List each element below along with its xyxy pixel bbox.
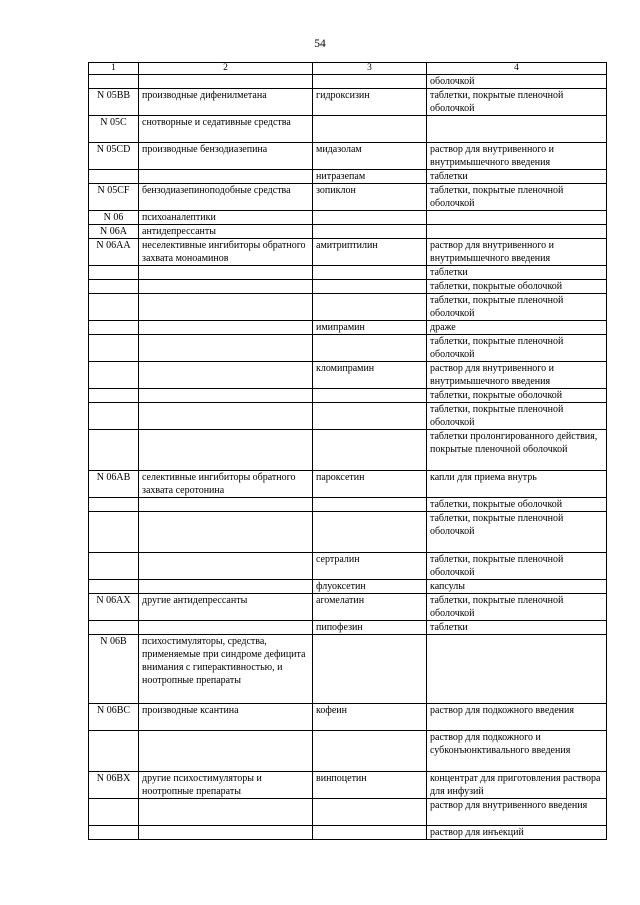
atc-code-cell: N 05CF	[89, 184, 139, 211]
drug-name-cell	[313, 75, 427, 89]
dosage-form-cell: таблетки, покрытые пленочной оболочкой	[427, 594, 607, 621]
table-row	[89, 170, 607, 184]
table-row	[89, 772, 607, 799]
group-name-cell: другие антидепрессанты	[139, 594, 313, 621]
drug-name-cell	[313, 225, 427, 239]
group-name-cell	[139, 335, 313, 362]
drug-name-cell	[313, 280, 427, 294]
drug-name-cell	[313, 498, 427, 512]
atc-code-cell	[89, 75, 139, 89]
drug-name-cell: кофеин	[313, 704, 427, 731]
drug-name-cell: зопиклон	[313, 184, 427, 211]
atc-code-cell	[89, 266, 139, 280]
drug-name-cell: мидазолам	[313, 143, 427, 170]
table-row	[89, 512, 607, 553]
drug-name-cell: нитразепам	[313, 170, 427, 184]
table-row	[89, 321, 607, 335]
drug-name-cell: агомелатин	[313, 594, 427, 621]
group-name-cell	[139, 731, 313, 772]
atc-code-cell: N 05C	[89, 116, 139, 143]
table-row	[89, 403, 607, 430]
table-row	[89, 430, 607, 471]
group-name-cell	[139, 266, 313, 280]
group-name-cell	[139, 430, 313, 471]
table-row	[89, 225, 607, 239]
table-row	[89, 266, 607, 280]
dosage-form-cell: таблетки пролонгированного действия, покрытые пленочной оболочкой	[427, 430, 607, 471]
dosage-form-cell: раствор для внутривенного и внутримышечного введения	[427, 239, 607, 266]
group-name-cell	[139, 321, 313, 335]
drug-name-cell	[313, 512, 427, 553]
atc-code-cell	[89, 362, 139, 389]
drug-name-cell	[313, 430, 427, 471]
group-name-cell	[139, 280, 313, 294]
group-name-cell	[139, 553, 313, 580]
drug-name-cell	[313, 294, 427, 321]
dosage-form-cell: таблетки, покрытые пленочной оболочкой	[427, 553, 607, 580]
group-name-cell	[139, 621, 313, 635]
table-row	[89, 143, 607, 170]
table-row	[89, 116, 607, 143]
atc-code-cell	[89, 799, 139, 826]
dosage-form-cell	[427, 225, 607, 239]
table-row	[89, 211, 607, 225]
dosage-form-cell: таблетки, покрытые пленочной оболочкой	[427, 184, 607, 211]
table-row	[89, 704, 607, 731]
dosage-form-cell: таблетки	[427, 266, 607, 280]
dosage-form-cell	[427, 211, 607, 225]
table-row	[89, 799, 607, 826]
group-name-cell	[139, 75, 313, 89]
dosage-form-cell: таблетки, покрытые пленочной оболочкой	[427, 335, 607, 362]
dosage-form-cell	[427, 635, 607, 704]
table-row	[89, 635, 607, 704]
dosage-form-cell: раствор для инъекций	[427, 826, 607, 840]
atc-code-cell	[89, 170, 139, 184]
drug-name-cell	[313, 826, 427, 840]
atc-code-cell: N 06A	[89, 225, 139, 239]
drug-name-cell	[313, 731, 427, 772]
drug-name-cell	[313, 211, 427, 225]
table-row	[89, 335, 607, 362]
drug-name-cell: имипрамин	[313, 321, 427, 335]
atc-code-cell: N 06AB	[89, 471, 139, 498]
dosage-form-cell: раствор для внутривенного и внутримышечного введения	[427, 362, 607, 389]
table-row	[89, 89, 607, 116]
group-name-cell	[139, 512, 313, 553]
table-row	[89, 389, 607, 403]
drug-name-cell	[313, 266, 427, 280]
group-name-cell: снотворные и седативные средства	[139, 116, 313, 143]
dosage-form-cell: таблетки	[427, 170, 607, 184]
atc-code-cell	[89, 553, 139, 580]
table-row	[89, 471, 607, 498]
group-name-cell	[139, 362, 313, 389]
drug-name-cell	[313, 335, 427, 362]
group-name-cell: психоаналептики	[139, 211, 313, 225]
atc-code-cell: N 06BC	[89, 704, 139, 731]
table-row	[89, 239, 607, 266]
table-row	[89, 75, 607, 89]
dosage-form-cell	[427, 116, 607, 143]
atc-code-cell: N 06AX	[89, 594, 139, 621]
medication-table	[88, 62, 607, 840]
group-name-cell	[139, 403, 313, 430]
group-name-cell: другие психостимуляторы и ноотропные препараты	[139, 772, 313, 799]
atc-code-cell: N 06B	[89, 635, 139, 704]
group-name-cell	[139, 580, 313, 594]
group-name-cell: психостимуляторы, средства, применяемые при синдроме дефицита внимания с гиперактивностью, и ноотропные препараты	[139, 635, 313, 704]
header-cell: 1	[89, 63, 139, 75]
drug-name-cell: кломипрамин	[313, 362, 427, 389]
drug-name-cell: амитриптилин	[313, 239, 427, 266]
dosage-form-cell: таблетки	[427, 621, 607, 635]
group-name-cell: производные дифенилметана	[139, 89, 313, 116]
dosage-form-cell: оболочкой	[427, 75, 607, 89]
drug-name-cell	[313, 635, 427, 704]
group-name-cell: производные бензодиазепина	[139, 143, 313, 170]
dosage-form-cell: таблетки, покрытые пленочной оболочкой	[427, 294, 607, 321]
atc-code-cell: N 06	[89, 211, 139, 225]
page-number: 54	[314, 38, 326, 50]
atc-code-cell: N 05BB	[89, 89, 139, 116]
group-name-cell	[139, 826, 313, 840]
drug-name-cell: сертралин	[313, 553, 427, 580]
dosage-form-cell: таблетки, покрытые оболочкой	[427, 280, 607, 294]
dosage-form-cell: раствор для подкожного и субконъюнктивального введения	[427, 731, 607, 772]
atc-code-cell	[89, 280, 139, 294]
table-row	[89, 580, 607, 594]
dosage-form-cell: таблетки, покрытые оболочкой	[427, 389, 607, 403]
dosage-form-cell: раствор для внутривенного введения	[427, 799, 607, 826]
atc-code-cell	[89, 731, 139, 772]
atc-code-cell	[89, 294, 139, 321]
atc-code-cell	[89, 498, 139, 512]
header-cell: 3	[313, 63, 427, 75]
drug-name-cell: флуоксетин	[313, 580, 427, 594]
group-name-cell: неселективные ингибиторы обратного захвата моноаминов	[139, 239, 313, 266]
atc-code-cell	[89, 389, 139, 403]
table-row	[89, 184, 607, 211]
drug-name-cell: винпоцетин	[313, 772, 427, 799]
group-name-cell: бензодиазепиноподобные средства	[139, 184, 313, 211]
atc-code-cell	[89, 826, 139, 840]
table-row	[89, 294, 607, 321]
dosage-form-cell: таблетки, покрытые пленочной оболочкой	[427, 512, 607, 553]
atc-code-cell: N 06BX	[89, 772, 139, 799]
dosage-form-cell: таблетки, покрытые пленочной оболочкой	[427, 89, 607, 116]
header-cell: 2	[139, 63, 313, 75]
atc-code-cell: N 05CD	[89, 143, 139, 170]
atc-code-cell	[89, 335, 139, 362]
drug-name-cell	[313, 799, 427, 826]
group-name-cell	[139, 170, 313, 184]
group-name-cell: селективные ингибиторы обратного захвата серотонина	[139, 471, 313, 498]
dosage-form-cell: драже	[427, 321, 607, 335]
drug-name-cell	[313, 389, 427, 403]
table-row	[89, 826, 607, 840]
atc-code-cell	[89, 403, 139, 430]
group-name-cell	[139, 294, 313, 321]
atc-code-cell	[89, 430, 139, 471]
group-name-cell: производные ксантина	[139, 704, 313, 731]
drug-name-cell	[313, 116, 427, 143]
table-row	[89, 280, 607, 294]
dosage-form-cell: раствор для внутривенного и внутримышечного введения	[427, 143, 607, 170]
drug-name-cell: пипофезин	[313, 621, 427, 635]
dosage-form-cell: капли для приема внутрь	[427, 471, 607, 498]
table-row	[89, 621, 607, 635]
table-row	[89, 731, 607, 772]
group-name-cell	[139, 799, 313, 826]
atc-code-cell	[89, 580, 139, 594]
drug-name-cell	[313, 403, 427, 430]
dosage-form-cell: капсулы	[427, 580, 607, 594]
table-row	[89, 594, 607, 621]
atc-code-cell	[89, 512, 139, 553]
atc-code-cell	[89, 621, 139, 635]
header-cell: 4	[427, 63, 607, 75]
dosage-form-cell: таблетки, покрытые пленочной оболочкой	[427, 403, 607, 430]
header-row	[89, 63, 607, 75]
group-name-cell	[139, 498, 313, 512]
group-name-cell: антидепрессанты	[139, 225, 313, 239]
atc-code-cell: N 06AA	[89, 239, 139, 266]
dosage-form-cell: концентрат для приготовления раствора для инфузий	[427, 772, 607, 799]
group-name-cell	[139, 389, 313, 403]
atc-code-cell	[89, 321, 139, 335]
drug-name-cell: гидроксизин	[313, 89, 427, 116]
dosage-form-cell: раствор для подкожного введения	[427, 704, 607, 731]
dosage-form-cell: таблетки, покрытые оболочкой	[427, 498, 607, 512]
table-row	[89, 498, 607, 512]
drug-name-cell: пароксетин	[313, 471, 427, 498]
table-row	[89, 362, 607, 389]
table-row	[89, 553, 607, 580]
